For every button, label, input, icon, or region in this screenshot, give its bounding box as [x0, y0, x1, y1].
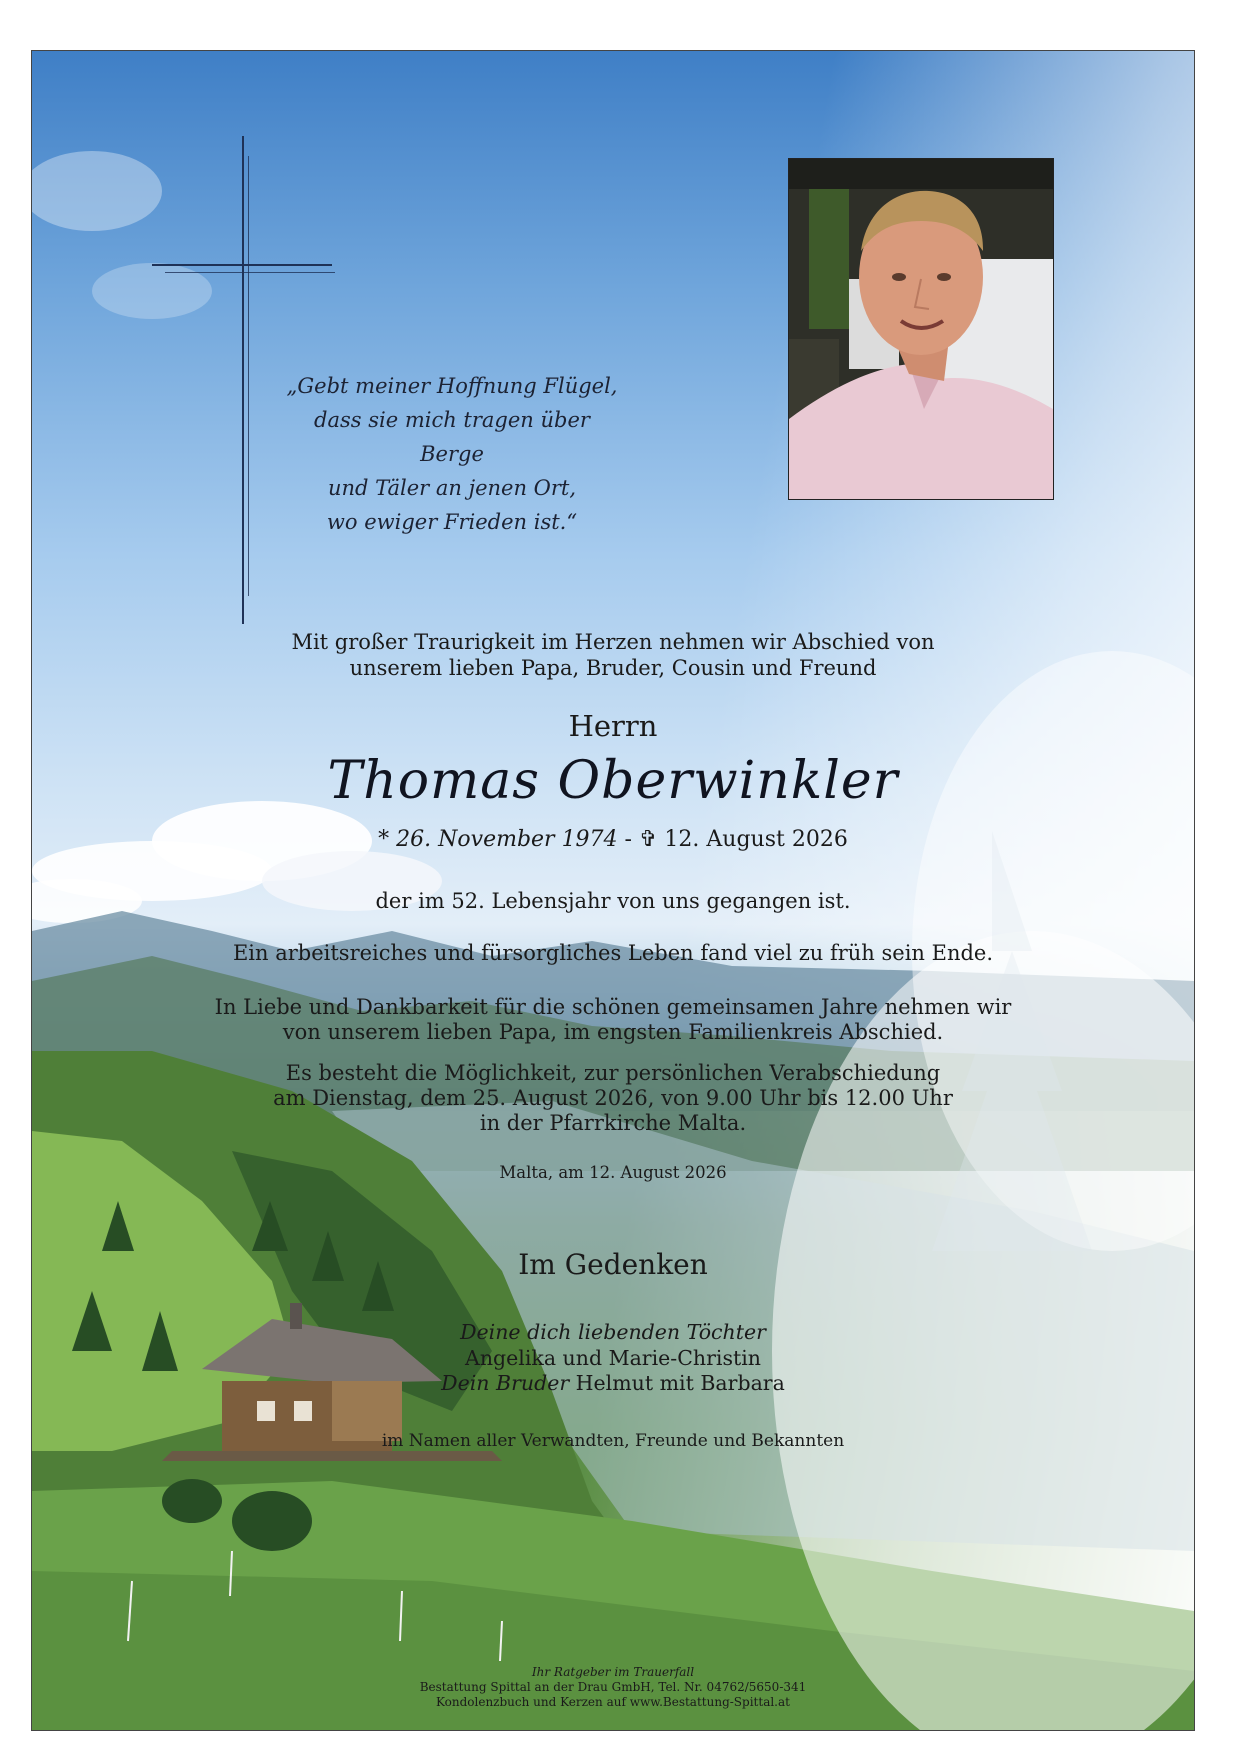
quote-line: und Täler an jenen Ort,: [327, 476, 577, 500]
life-dates: [32, 827, 1194, 852]
footer-company: Bestattung Spittal an der Drau GmbH, Tel. Nr. 04762/5650-341: [419, 1680, 807, 1694]
brother-block: [32, 1371, 1194, 1395]
daughters-block: [32, 1319, 1194, 1371]
date-separator: -: [617, 827, 639, 852]
cross-horizontal-line: [165, 272, 335, 273]
daughters-label: Deine dich liebenden Töchter: [460, 1320, 766, 1344]
cross-horizontal-line: [152, 264, 332, 266]
portrait-illustration: [789, 159, 1053, 499]
place-date: Malta, am 12. August 2026: [499, 1163, 727, 1182]
memorial-quote: [282, 369, 622, 539]
portrait-photo: [788, 158, 1054, 500]
brother-label: Dein Bruder: [441, 1371, 570, 1395]
relatives-text: im Namen aller Verwandten, Freunde und Bekannten: [381, 1431, 845, 1451]
intro-line: unserem lieben Papa, Bruder, Cousin und Freund: [349, 656, 877, 680]
daughters-names: Angelika und Marie-Christin: [465, 1346, 761, 1370]
funeral-home-footer: [32, 1665, 1194, 1710]
obituary-card: [31, 50, 1195, 1731]
cross-vertical-line: [242, 136, 244, 624]
quote-line: dass sie mich tragen über Berge: [314, 408, 590, 466]
quote-line: wo ewiger Frieden ist.“: [326, 510, 578, 534]
farewell-line: am Dienstag, dem 25. August 2026, von 9.00 Uhr bis 12.00 Uhr: [273, 1086, 953, 1110]
cloud: [32, 151, 162, 231]
farewell-line: Es besteht die Möglichkeit, zur persönlichen Verabschiedung: [285, 1061, 941, 1085]
brother-names: Helmut mit Barbara: [569, 1371, 785, 1395]
memorial-heading: Im Gedenken: [518, 1248, 708, 1281]
footer-tagline: Ihr Ratgeber im Trauerfall: [531, 1665, 695, 1679]
quote-line: „Gebt meiner Hoffnung Flügel,: [286, 374, 618, 398]
footer-web: Kondolenzbuch und Kerzen auf www.Bestattung-Spittal.at: [436, 1695, 790, 1709]
thanks-text: [32, 995, 1194, 1045]
age-text: der im 52. Lebensjahr von uns gegangen ist.: [375, 889, 851, 913]
cross-vertical-line: [248, 156, 249, 596]
life-text: Ein arbeitsreiches und fürsorgliches Leben fand viel zu früh sein Ende.: [232, 941, 994, 965]
death-date: ✞ 12. August 2026: [638, 827, 848, 852]
thanks-line: von unserem lieben Papa, im engsten Familienkreis Abschied.: [282, 1020, 944, 1044]
intro-line: Mit großer Traurigkeit im Herzen nehmen wir Abschied von: [291, 630, 935, 654]
honorific: Herrn: [568, 709, 658, 743]
birth-date: * 26. November 1974: [378, 827, 618, 852]
farewell-text: [32, 1061, 1194, 1136]
intro-text: [32, 629, 1194, 681]
farewell-line: in der Pfarrkirche Malta.: [479, 1111, 747, 1135]
thanks-line: In Liebe und Dankbarkeit für die schönen gemeinsamen Jahre nehmen wir: [214, 995, 1012, 1019]
deceased-name: Thomas Oberwinkler: [327, 751, 899, 811]
